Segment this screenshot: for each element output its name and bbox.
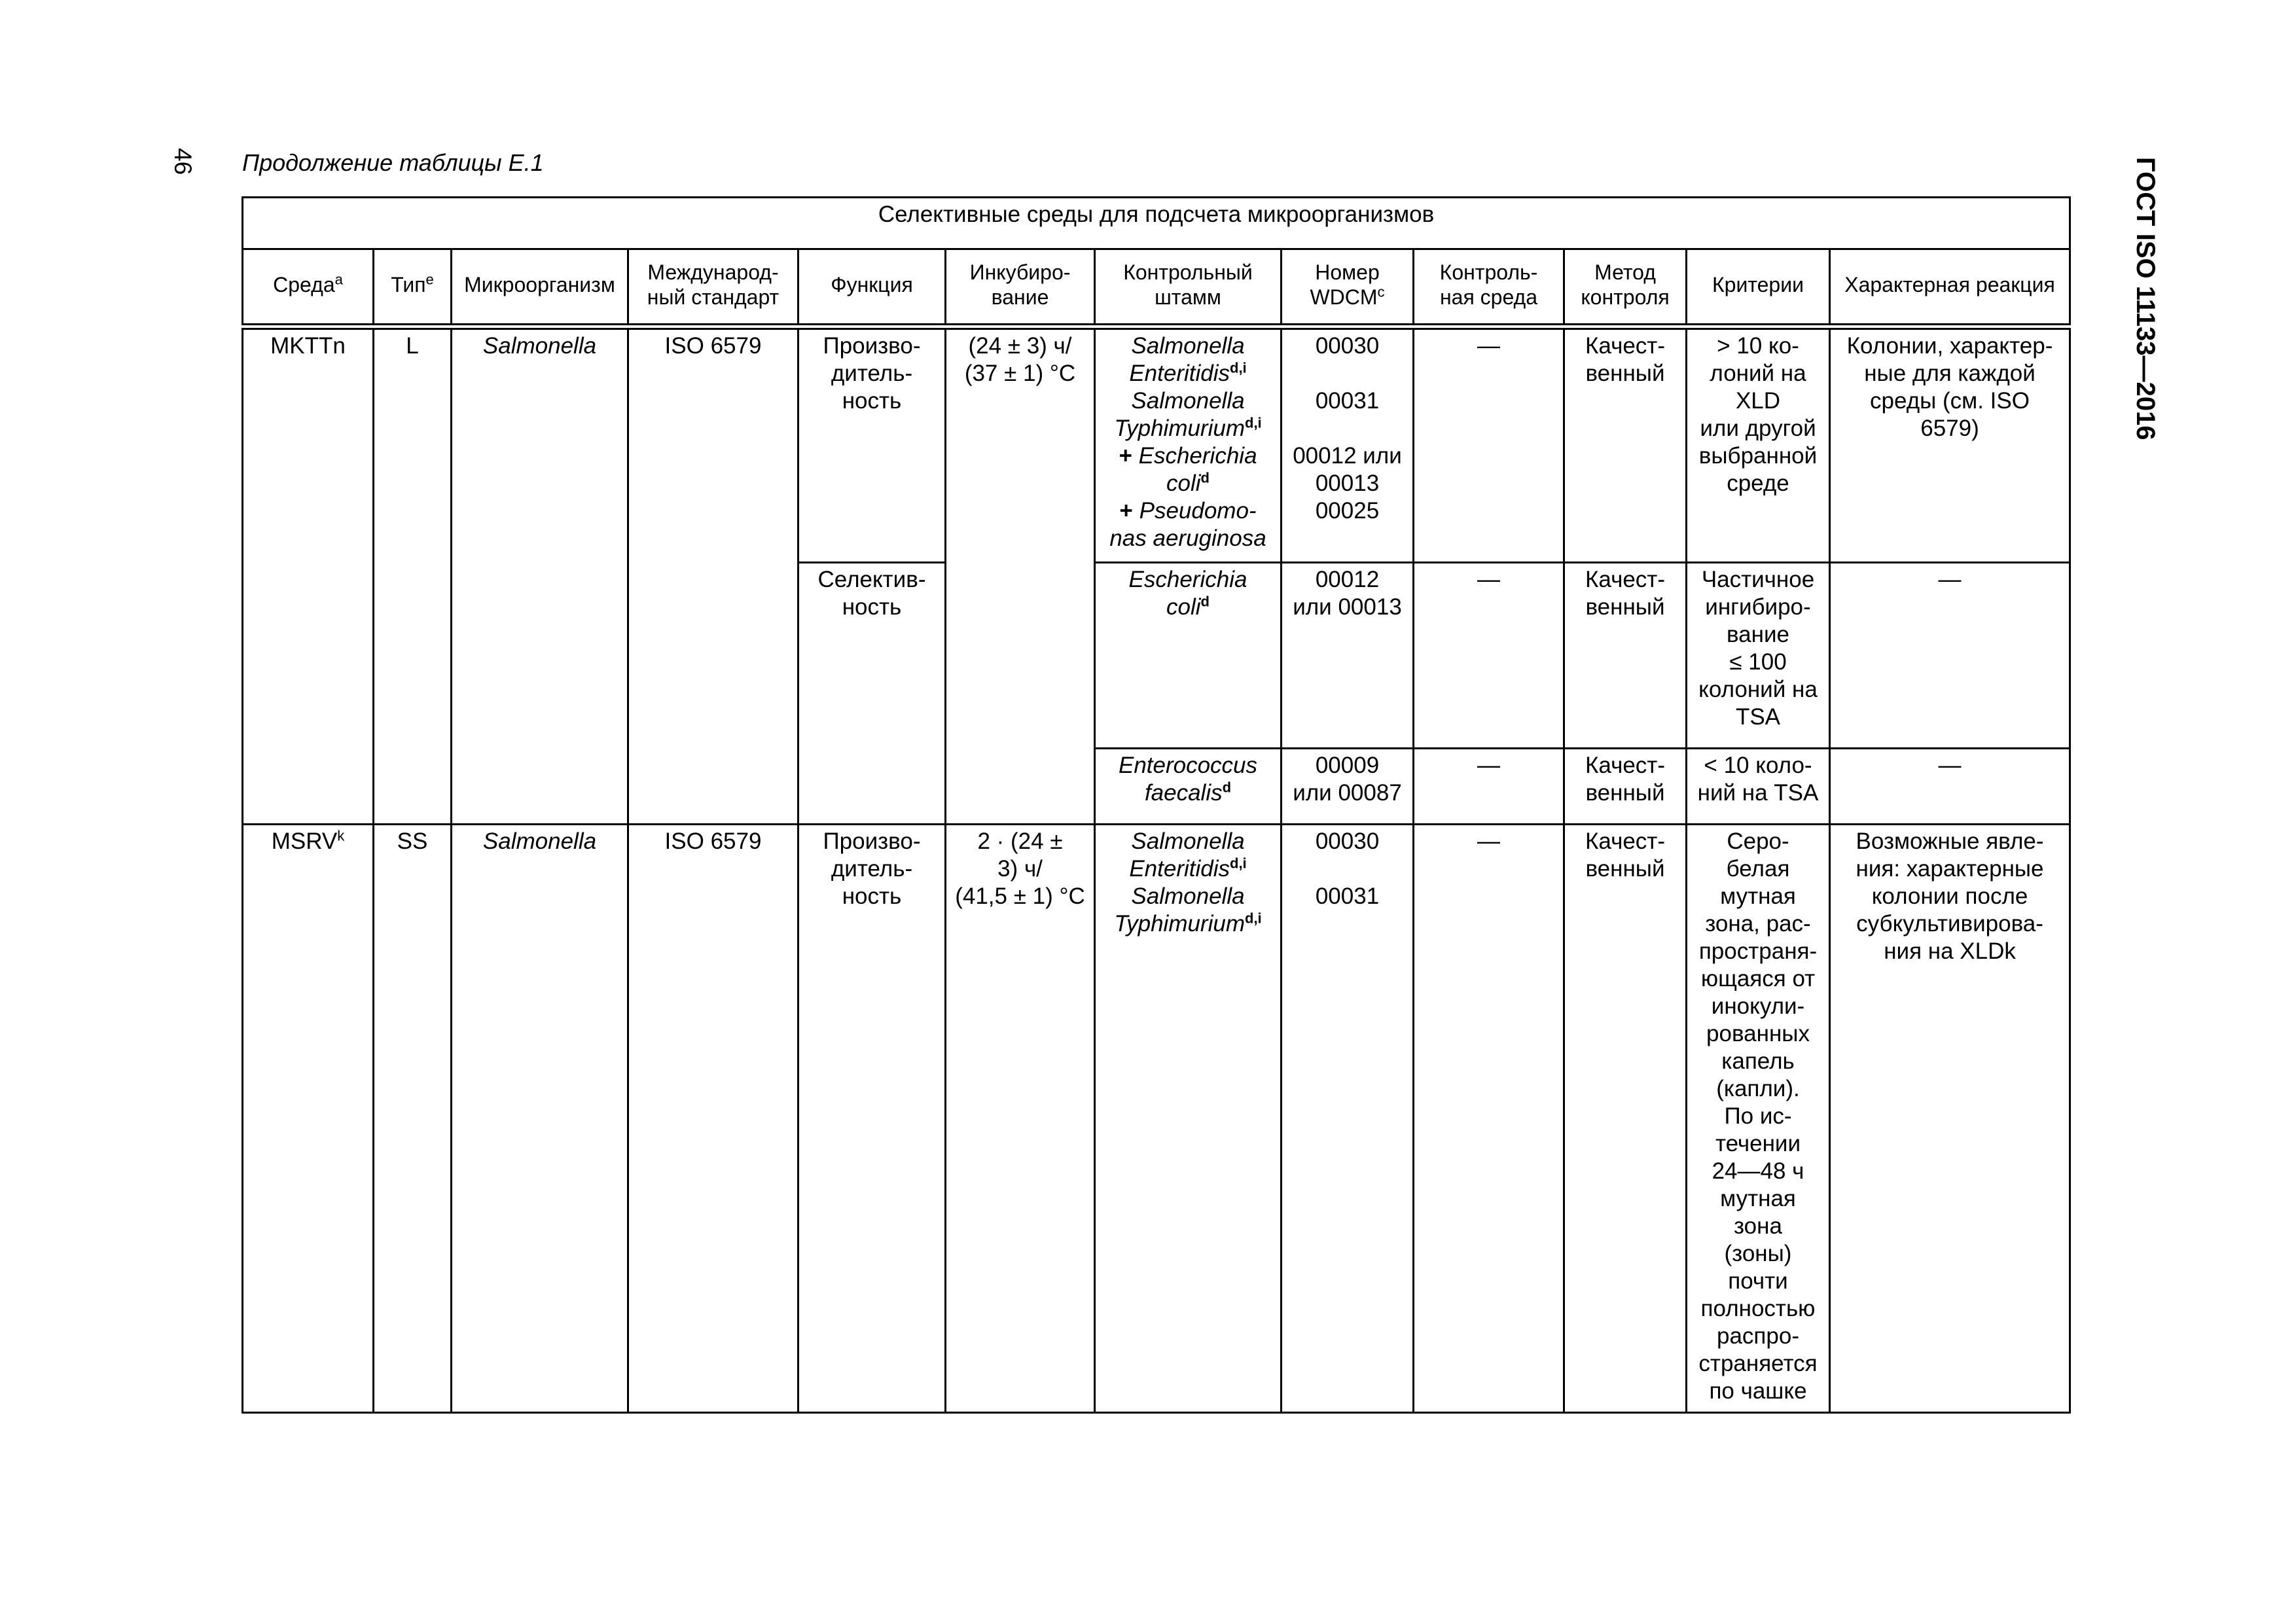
table-row [243,824,2070,1412]
cell-method: Качест- венный [1564,562,1687,748]
header-reaction: Характерная реакция [1830,249,2070,327]
cell-criteria: Частичное ингибиро- вание ≤ 100 колоний на TSA [1687,562,1830,748]
cell-method: Качест- венный [1564,748,1687,824]
header-control-medium: Контроль- ная среда [1414,249,1564,327]
cell-control-medium: — [1414,327,1564,562]
header-function: Функция [798,249,946,327]
header-row [243,249,2070,327]
cell-incubation: (24 ± 3) ч/ (37 ± 1) °С [946,327,1095,824]
cell-control-strain: Escherichia coli$^d$ [1095,562,1282,748]
cell-wdcm: 00009 или 00087 [1282,748,1414,824]
cell-criteria: Серо- белая мутная зона, рас- пространя- ющаяся от инокули- рованных капель (капли). По ис- течении 24—48 ч мутная зона (зоны) почти полностью распро- страняется по чашке [1687,824,1830,1412]
cell-incubation: 2 · (24 ± 3) ч/ (41,5 ± 1) °С [946,824,1095,1412]
header-type: Тип$^e$ [374,249,452,327]
header-control-strain: Контрольный штамм [1095,249,1282,327]
cell-control-medium: — [1414,562,1564,748]
standard-designation: ГОСТ ISO 11133—2016 [2131,157,2160,440]
cell-control-strain: Salmonella Enteritidis$^{d,i}$ Salmonella Typhimurium$^{d,i}$ [1095,824,1282,1412]
cell-reaction: Возможные явле- ния: характерные колонии после субкультивирова- ния на XLDk [1830,824,2070,1412]
cell-criteria: > 10 ко- лоний на XLD или другой выбранной среде [1687,327,1830,562]
header-method: Метод контроля [1564,249,1687,327]
cell-organism: Salmonella [452,824,628,1412]
cell-criteria: < 10 коло- ний на TSA [1687,748,1830,824]
cell-function: Произво- дитель- ность [798,824,946,1412]
cell-standard: ISO 6579 [628,327,798,824]
cell-medium: MKTTn [243,327,374,824]
header-wdcm: Номер WDCM$^c$ [1282,249,1414,327]
cell-method: Качест- венный [1564,327,1687,562]
table-title: Селективные среды для подсчета микроорганизмов [243,198,2070,249]
cell-wdcm: 00030 00031 00012 или 00013 00025 [1282,327,1414,562]
cell-medium: MSRV$^k$ [243,824,374,1412]
cell-function: Произво- дитель- ность [798,327,946,562]
cell-reaction: — [1830,748,2070,824]
cell-standard: ISO 6579 [628,824,798,1412]
cell-wdcm: 00030 00031 [1282,824,1414,1412]
cell-control-strain: Enterococcus faecalis$^d$ [1095,748,1282,824]
header-organism: Микроорганизм [452,249,628,327]
cell-reaction: — [1830,562,2070,748]
cell-control-medium: — [1414,824,1564,1412]
cell-reaction: Колонии, характер- ные для каждой среды (см. ISO 6579) [1830,327,2070,562]
cell-method: Качест- венный [1564,824,1687,1412]
table-caption: Продолжение таблицы Е.1 [242,149,544,176]
media-table [242,196,2071,1414]
cell-organism: Salmonella [452,327,628,824]
table-row [243,327,2070,562]
cell-control-strain: Salmonella Enteritidis$^{d,i}$ Salmonella Typhimurium$^{d,i}$ + Escherichia coli$^d$ + Pseudomo- nas aeruginosa [1095,327,1282,562]
cell-control-medium: — [1414,748,1564,824]
cell-wdcm: 00012 или 00013 [1282,562,1414,748]
cell-type: SS [374,824,452,1412]
cell-function: Селектив- ность [798,562,946,824]
header-medium: Среда$^a$ [243,249,374,327]
cell-type: L [374,327,452,824]
header-incubation: Инкубиро- вание [946,249,1095,327]
page-number: 46 [170,148,196,175]
header-standard: Международ- ный стандарт [628,249,798,327]
header-criteria: Критерии [1687,249,1830,327]
